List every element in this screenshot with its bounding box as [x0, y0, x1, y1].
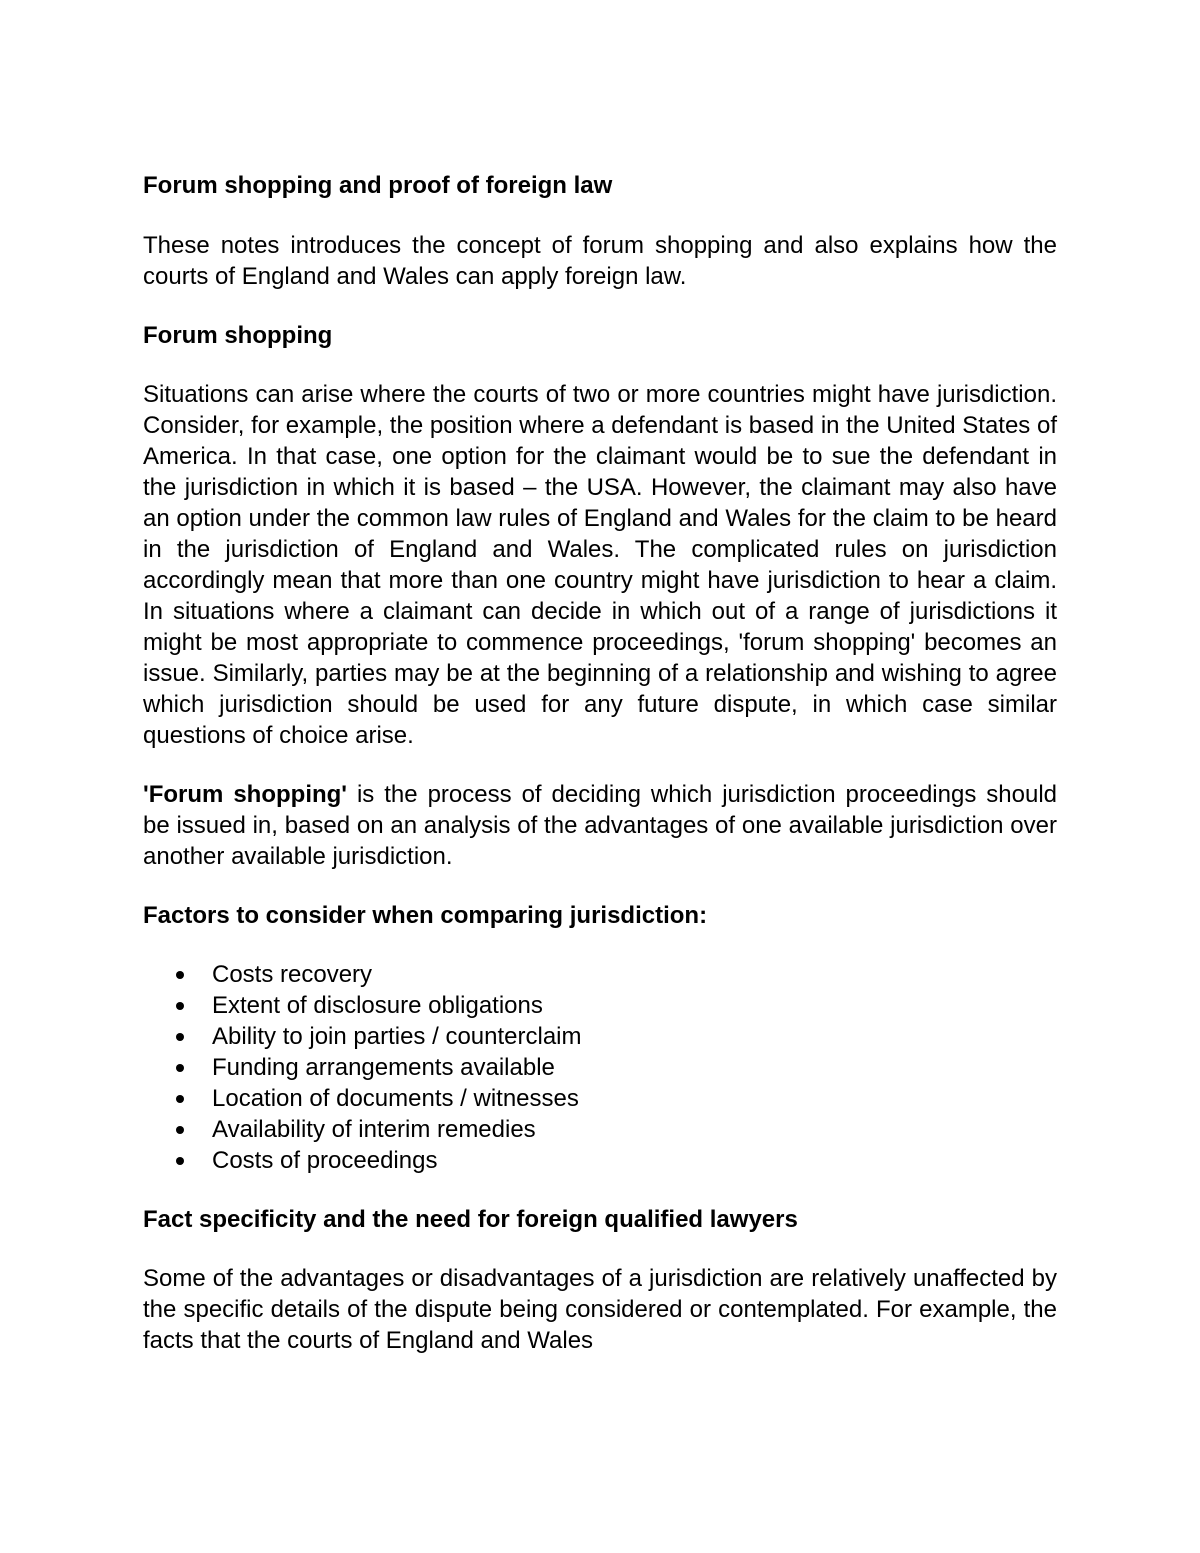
- list-item: [143, 990, 1057, 1021]
- section-heading-fact-specificity: Fact specificity and the need for foreign qualified lawyers: [143, 1206, 798, 1233]
- list-item: [143, 959, 1057, 990]
- fact-specificity-paragraph: Some of the advantages or disadvantages of a jurisdiction are relatively unaffected by the specific details of the dispute being considered or contemplated. For example, the facts that the courts of England and Wales: [143, 1265, 1057, 1354]
- list-item-text: Ability to join parties / counterclaim: [212, 1023, 582, 1050]
- list-item-text: Costs recovery: [212, 961, 373, 988]
- bullet-icon: [176, 1033, 184, 1041]
- list-item: [143, 1083, 1057, 1114]
- list-item-text: Location of documents / witnesses: [212, 1085, 579, 1112]
- forum-shopping-paragraph: Situations can arise where the courts of two or more countries might have jurisdiction. Consider, for example, the position where a defendant is based in the United States of America. In that case, one option for the claimant would be to sue the defendant in the jurisdiction in which it is based – the USA. However, the claimant may also have an option under the common law rules of England and Wales for the claim to be heard in the jurisdiction of England and Wales. The complicated rules on jurisdiction accordingly mean that more than one country might have jurisdiction to hear a claim. In situations where a claimant can decide in which out of a range of jurisdictions it might be most appropriate to commence proceedings, 'forum shopping' becomes an issue. Similarly, parties may be at the beginning of a relationship and wishing to agree which jurisdiction should be used for any future dispute, in which case similar questions of choice arise.: [143, 381, 1057, 749]
- intro-paragraph: These notes introduces the concept of forum shopping and also explains how the courts of England and Wales can apply foreign law.: [143, 232, 1057, 290]
- list-item-text: Costs of proceedings: [212, 1147, 438, 1174]
- bullet-icon: [176, 1126, 184, 1134]
- bullet-icon: [176, 1095, 184, 1103]
- bullet-icon: [176, 971, 184, 979]
- section-heading-factors: Factors to consider when comparing jurisdiction:: [143, 902, 708, 929]
- definition-paragraph: [143, 779, 1057, 872]
- list-item: [143, 1114, 1057, 1145]
- section-heading-forum-shopping: Forum shopping: [143, 322, 333, 349]
- list-item-text: Availability of interim remedies: [212, 1116, 536, 1143]
- bullet-icon: [176, 1157, 184, 1165]
- list-item: [143, 1145, 1057, 1176]
- document-page: [143, 170, 1057, 1356]
- list-item-text: Funding arrangements available: [212, 1054, 555, 1081]
- definition-text: is the process of deciding which jurisdiction proceedings should be issued in, based on an analysis of the advantages of one available jurisdiction over another available jurisdiction.: [143, 781, 1057, 870]
- list-item-text: Extent of disclosure obligations: [212, 992, 543, 1019]
- list-item: [143, 1052, 1057, 1083]
- bullet-icon: [176, 1002, 184, 1010]
- factors-list: [143, 959, 1057, 1176]
- document-title: Forum shopping and proof of foreign law: [143, 172, 613, 199]
- bullet-icon: [176, 1064, 184, 1072]
- list-item: [143, 1021, 1057, 1052]
- definition-term: 'Forum shopping': [143, 781, 348, 808]
